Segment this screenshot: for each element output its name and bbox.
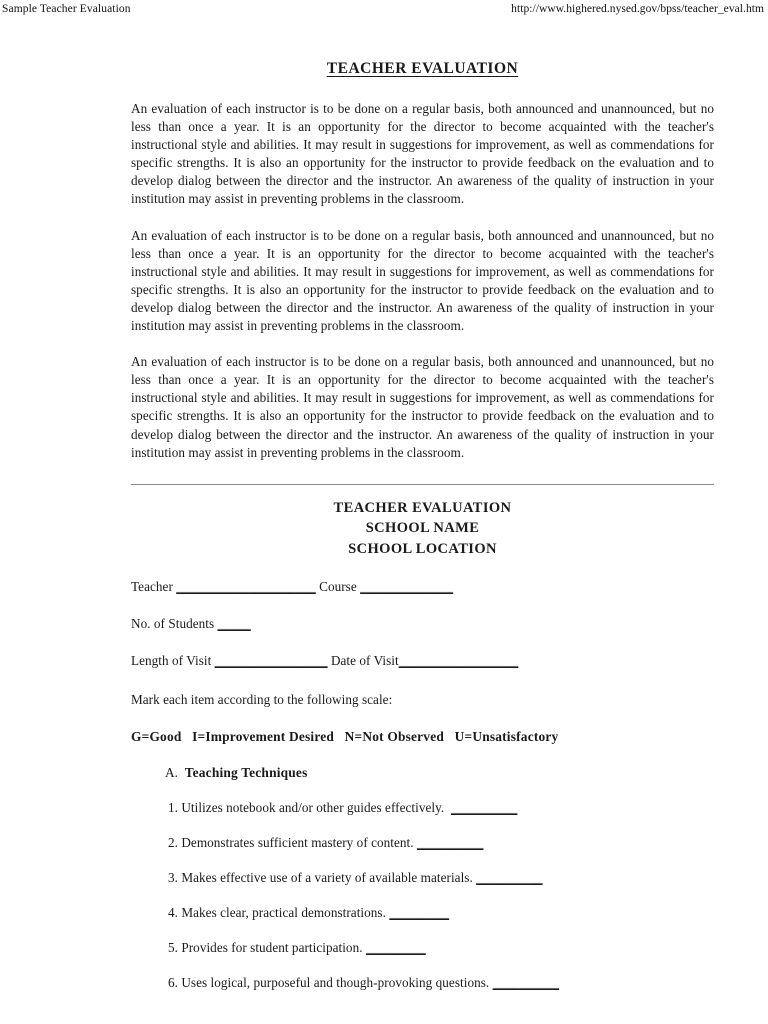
item-rating-blank[interactable]: __________ bbox=[450, 800, 518, 816]
date-of-visit-label: Date of Visit bbox=[327, 653, 399, 669]
intro-paragraph-1: An evaluation of each instructor is to be done on a regular basis, both announced and unannounced, but no less than once a year. It is an opportunity for the director to become acquainted with the teacher's instructional style and abilities. It may result in suggestions for improvement, as well as commendations for specific strengths. It is also an opportunity for the instructor to provide feedback on the evaluation and to develop dialog between the director and the instructor. An awareness of the quality of instruction in your institution may assist in preventing problems in the classroom. bbox=[131, 101, 714, 207]
form-heading-school-name: SCHOOL NAME bbox=[365, 520, 480, 537]
length-of-visit-label: Length of Visit bbox=[131, 653, 215, 669]
date-of-visit-blank[interactable]: __________________ bbox=[398, 653, 519, 669]
section-letter: A. bbox=[165, 765, 179, 781]
evaluation-item bbox=[131, 921, 714, 956]
item-number: 2. bbox=[168, 835, 178, 851]
item-rating-blank[interactable]: _________ bbox=[389, 905, 450, 921]
marking-instruction: Mark each item according to the following scale: bbox=[131, 692, 393, 708]
length-of-visit-blank[interactable]: _________________ bbox=[214, 653, 328, 669]
form-heading-title: TEACHER EVALUATION bbox=[333, 499, 512, 516]
item-number: 5. bbox=[168, 940, 178, 956]
header-document-name: Sample Teacher Evaluation bbox=[2, 3, 131, 15]
item-number: 6. bbox=[168, 975, 178, 991]
teacher-field-blank[interactable]: _____________________ bbox=[176, 579, 316, 595]
evaluation-item bbox=[131, 956, 714, 991]
rating-scale-legend: G=Good I=Improvement Desired N=Not Observed U=Unsatisfactory bbox=[131, 729, 559, 745]
evaluation-item bbox=[131, 781, 714, 816]
item-rating-blank[interactable]: __________ bbox=[492, 975, 560, 991]
course-field-label: Course bbox=[315, 579, 361, 595]
item-text: Demonstrates sufficient mastery of content. bbox=[181, 835, 414, 851]
teacher-field-label: Teacher bbox=[131, 579, 177, 595]
field-row-length-date-of-visit bbox=[131, 633, 714, 670]
evaluation-item bbox=[131, 851, 714, 886]
field-row-number-of-students bbox=[131, 596, 714, 633]
section-heading-teaching-techniques bbox=[131, 745, 714, 781]
evaluation-item bbox=[131, 886, 714, 921]
intro-paragraph-3: An evaluation of each instructor is to be done on a regular basis, both announced and unannounced, but no less than once a year. It is an opportunity for the director to become acquainted with the teacher's instructional style and abilities. It may result in suggestions for improvement, as well as commendations for specific strengths. It is also an opportunity for the instructor to provide feedback on the evaluation and to develop dialog between the director and the instructor. An awareness of the quality of instruction in your institution may assist in preventing problems in the classroom. bbox=[131, 354, 714, 460]
header-source-url: http://www.highered.nysed.gov/bpss/teacher_eval.htm bbox=[511, 3, 764, 15]
field-row-teacher-course bbox=[131, 559, 714, 596]
form-heading-school-location: SCHOOL LOCATION bbox=[348, 540, 497, 557]
item-rating-blank[interactable]: __________ bbox=[416, 835, 484, 851]
students-field-label: No. of Students bbox=[131, 616, 218, 632]
item-number: 1. bbox=[168, 800, 178, 816]
item-text: Utilizes notebook and/or other guides effectively. bbox=[181, 800, 445, 816]
item-rating-blank[interactable]: __________ bbox=[476, 870, 543, 886]
page-title: TEACHER EVALUATION bbox=[326, 60, 519, 77]
section-label: Teaching Techniques bbox=[184, 765, 308, 781]
item-text: Makes effective use of a variety of available materials. bbox=[181, 870, 473, 886]
students-field-blank[interactable]: _____ bbox=[217, 616, 251, 632]
evaluation-item bbox=[131, 816, 714, 851]
course-field-blank[interactable]: ______________ bbox=[360, 579, 454, 595]
item-text: Uses logical, purposeful and though-provoking questions. bbox=[181, 975, 490, 991]
intro-paragraph-2: An evaluation of each instructor is to be done on a regular basis, both announced and unannounced, but no less than once a year. It is an opportunity for the director to become acquainted with the teacher's instructional style and abilities. It may result in suggestions for improvement, as well as commendations for specific strengths. It is also an opportunity for the instructor to provide feedback on the evaluation and to develop dialog between the director and the instructor. An awareness of the quality of instruction in your institution may assist in preventing problems in the classroom. bbox=[131, 227, 714, 334]
document-content bbox=[131, 0, 714, 991]
item-rating-blank[interactable]: _________ bbox=[365, 940, 426, 956]
item-text: Provides for student participation. bbox=[181, 940, 363, 956]
item-number: 4. bbox=[168, 905, 178, 921]
item-text: Makes clear, practical demonstrations. bbox=[181, 905, 386, 921]
item-number: 3. bbox=[168, 870, 178, 886]
